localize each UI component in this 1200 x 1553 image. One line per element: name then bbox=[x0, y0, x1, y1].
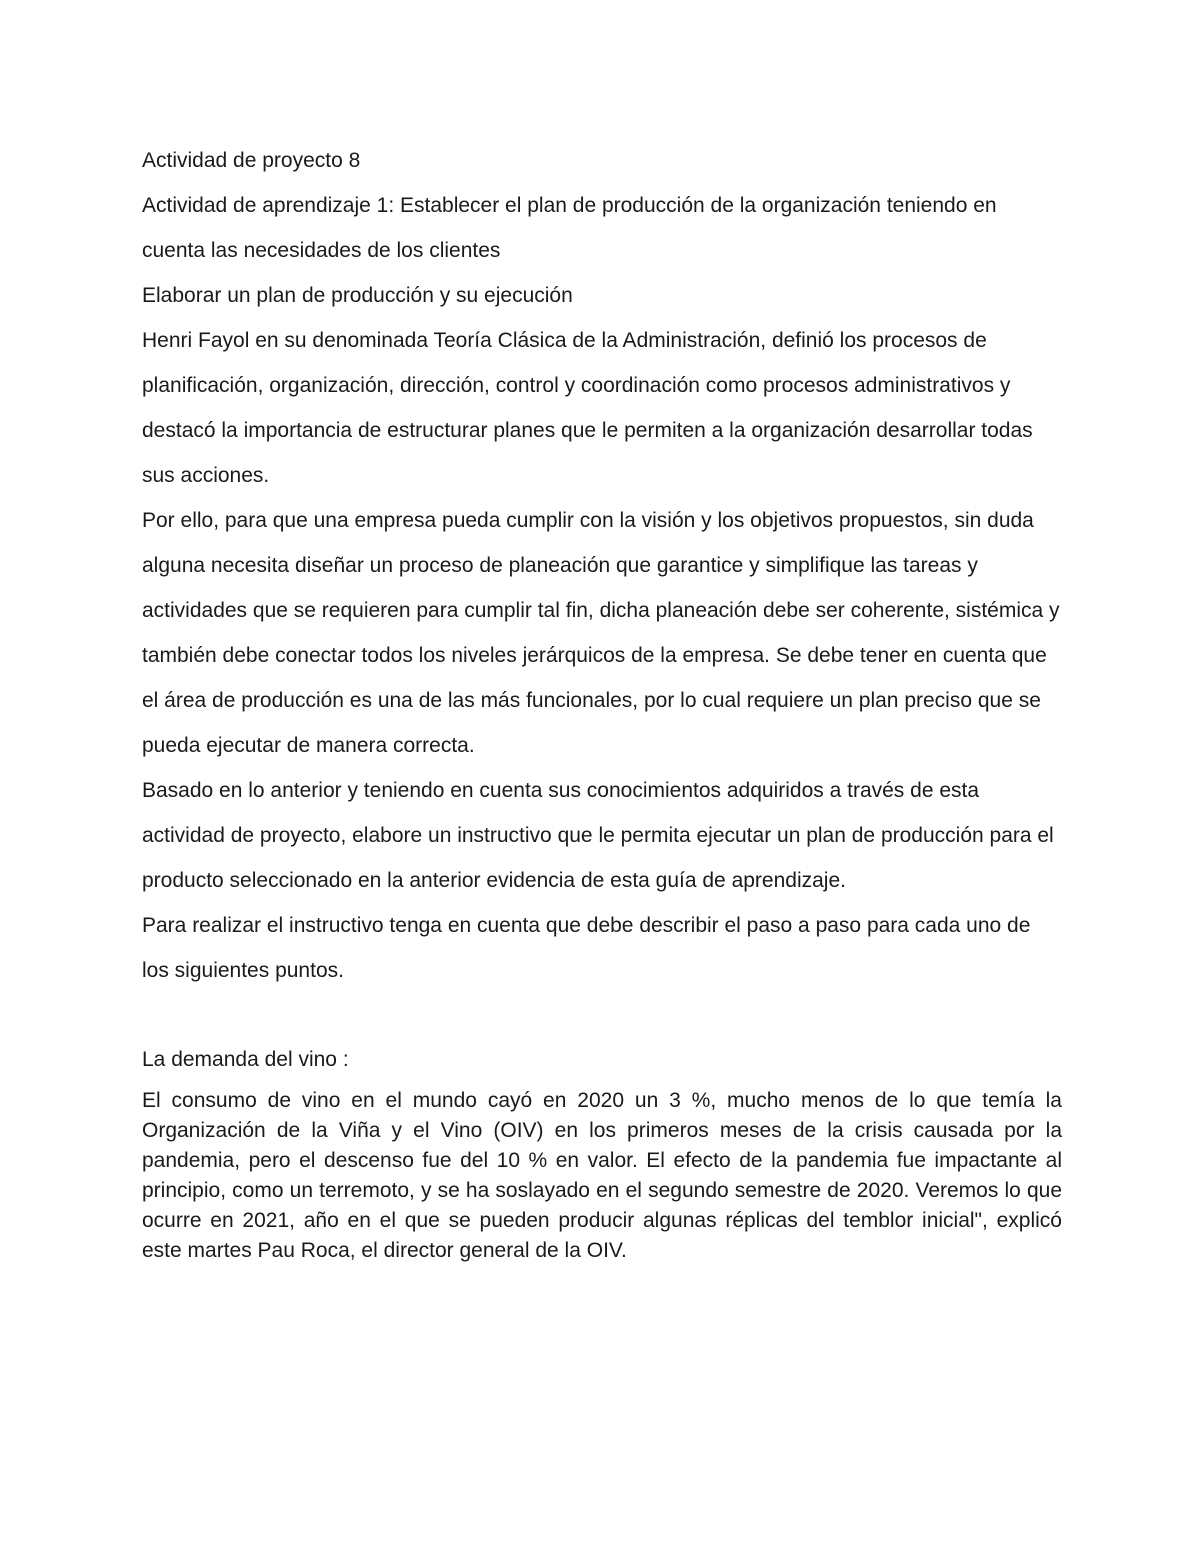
task-line: Elaborar un plan de producción y su ejecución bbox=[142, 284, 573, 307]
activity-line: Actividad de aprendizaje 1: Establecer el plan de producción de la organización teniendo en cuenta las necesidades de los clientes bbox=[142, 194, 997, 262]
paragraph-fayol: Henri Fayol en su denominada Teoría Clásica de la Administración, definió los procesos de planificación, organización, dirección, control y coordinación como procesos administrativos y destacó la importancia de estructurar planes que le permiten a la organización desarrollar todas sus acciones. bbox=[142, 329, 1033, 487]
document-body bbox=[142, 138, 1062, 1266]
paragraph-instructions: Basado en lo anterior y teniendo en cuenta sus conocimientos adquiridos a través de esta actividad de proyecto, elabore un instructivo que le permita ejecutar un plan de producción para el producto seleccionado en la anterior evidencia de esta guía de aprendizaje. bbox=[142, 779, 1054, 892]
paragraph-planning: Por ello, para que una empresa pueda cumplir con la visión y los objetivos propuestos, sin duda alguna necesita diseñar un proceso de planeación que garantice y simplifique las tareas y actividades que se requieren para cumplir tal fin, dicha planeación debe ser coherente, sistémica y también debe conectar todos los niveles jerárquicos de la empresa. Se debe tener en cuenta que el área de producción es una de las más funcionales, por lo cual requiere un plan preciso que se pueda ejecutar de manera correcta. bbox=[142, 509, 1060, 757]
paragraph-steps: Para realizar el instructivo tenga en cuenta que debe describir el paso a paso para cada uno de los siguientes puntos. bbox=[142, 914, 1031, 982]
section-body: El consumo de vino en el mundo cayó en 2020 un 3 %, mucho menos de lo que temía la Organización de la Viña y el Vino (OIV) en los primeros meses de la crisis causada por la pandemia, pero el descenso fue del 10 % en valor. El efecto de la pandemia fue impactante al principio, como un terremoto, y se ha soslayado en el segundo semestre de 2020. Veremos lo que ocurre en 2021, año en el que se pueden producir algunas réplicas del temblor inicial", explicó este martes Pau Roca, el director general de la OIV. bbox=[142, 1089, 1062, 1262]
section-spacer bbox=[142, 993, 1062, 1037]
section-heading: La demanda del vino : bbox=[142, 1048, 349, 1071]
document-title: Actividad de proyecto 8 bbox=[142, 149, 361, 172]
